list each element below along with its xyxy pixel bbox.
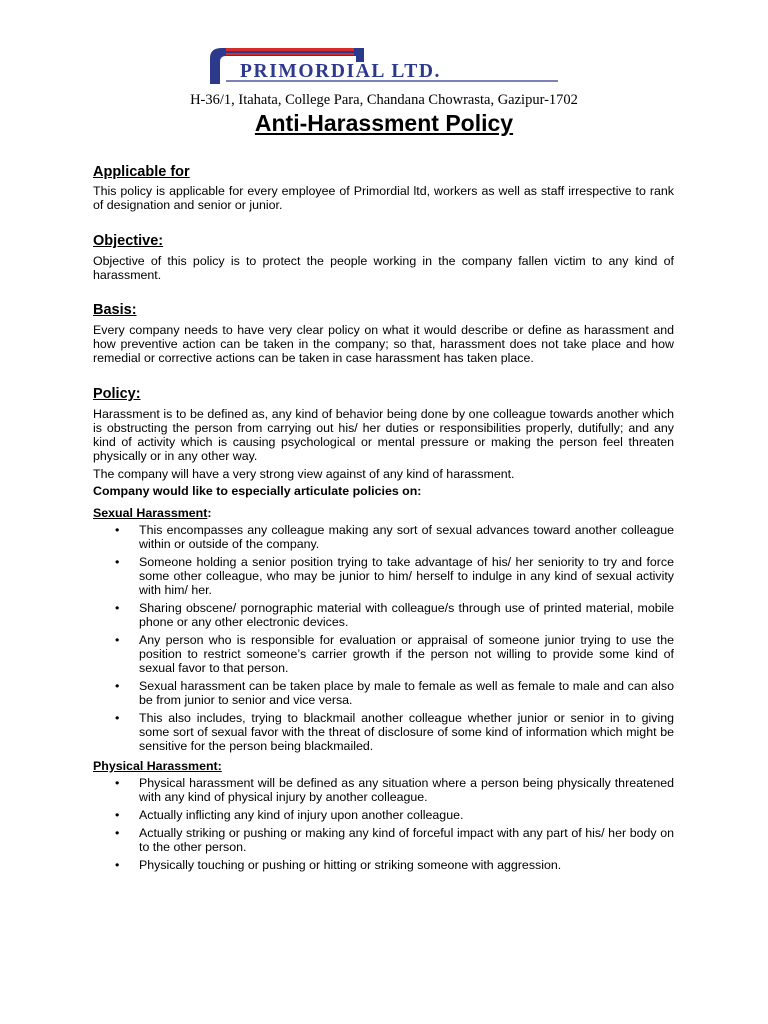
policy-view-text: The company will have a very strong view against of any kind of harassment.	[93, 467, 515, 481]
list-item	[93, 808, 674, 822]
list-item	[93, 711, 674, 753]
physical-harassment-label: Physical Harassment:	[93, 759, 222, 773]
heading-applicable: Applicable for	[93, 164, 190, 180]
list-item	[93, 679, 674, 707]
bullet-icon: •	[115, 679, 120, 693]
bullet-icon: •	[115, 808, 120, 822]
list-item	[93, 523, 674, 551]
list-item-text: Sharing obscene/ pornographic material with colleague/s through use of printed material, mobile phone or any other electronic devices.	[139, 601, 674, 629]
heading-objective: Objective:	[93, 233, 164, 249]
bullet-icon: •	[115, 858, 120, 872]
bullet-icon: •	[115, 601, 120, 615]
sexual-harassment-colon: :	[207, 506, 212, 520]
list-item	[93, 776, 674, 804]
company-address: H-36/1, Itahata, College Para, Chandana Chowrasta, Gazipur-1702	[190, 92, 578, 108]
list-item-text: This also includes, trying to blackmail another colleague whether junior or senior in to giving some sort of sexual favor with the threat of disclosure of some kind of information which might be sensitive for the person being blackmailed.	[139, 711, 674, 753]
heading-policy: Policy:	[93, 386, 141, 402]
bullet-icon: •	[115, 776, 120, 790]
company-name: PRIMORDIAL LTD.	[240, 61, 441, 82]
sexual-harassment-label: Sexual Harassment	[93, 506, 208, 520]
policy-text: Harassment is to be defined as, any kind of behavior being done by one colleague towards another which is obstructing the person from carrying out his/ her duties or responsibilities properly, dutifully; and any kind of activity which is causing psychological or mental pressure or making the person feel threaten physically or in any other way.	[93, 407, 674, 463]
bullet-icon: •	[115, 523, 120, 537]
bullet-icon: •	[115, 555, 120, 569]
list-item	[93, 555, 674, 597]
list-item	[93, 826, 674, 854]
list-item	[93, 858, 674, 872]
bullet-icon: •	[115, 633, 120, 647]
list-item	[93, 601, 674, 629]
company-logo	[206, 44, 566, 86]
list-item-text: Someone holding a senior position trying to take advantage of his/ her seniority to try and force some other colleague, who may be junior to him/ herself to indulge in any kind of sexual activity with him/ her.	[139, 555, 674, 597]
heading-physical-harassment	[93, 759, 222, 773]
list-item-text: Physically touching or pushing or hitting or striking someone with aggression.	[139, 858, 562, 872]
applicable-text: This policy is applicable for every employee of Primordial ltd, workers as well as staff irrespective to rank of designation and senior or junior.	[93, 184, 674, 212]
list-item-text: Actually striking or pushing or making any kind of forceful impact with any part of his/ her body on to the other person.	[139, 826, 674, 854]
page-title: Anti-Harassment Policy	[254, 110, 514, 136]
physical-harassment-list	[93, 776, 674, 876]
list-item	[93, 633, 674, 675]
list-item-text: Any person who is responsible for evaluation or appraisal of someone junior trying to use the position to restrict someone’s carrier growth if the person not willing to provide some kind of sexual favor to that person.	[139, 633, 674, 675]
list-item-text: This encompasses any colleague making any sort of sexual advances toward another colleague within or outside of the company.	[139, 523, 674, 551]
bullet-icon: •	[115, 711, 120, 725]
heading-basis: Basis:	[93, 302, 137, 318]
objective-text: Objective of this policy is to protect the people working in the company fallen victim to any kind of harassment.	[93, 254, 674, 282]
list-item-text: Sexual harassment can be taken place by male to female as well as female to male and can also be from junior to senior and vice versa.	[139, 679, 674, 707]
basis-text: Every company needs to have very clear policy on what it would describe or define as harassment and how preventive action can be taken in the company; so that, harassment does not take place and how remedial or corrective actions can be taken in case harassment has taken place.	[93, 323, 674, 365]
policy-articulate-text: Company would like to especially articulate policies on:	[93, 484, 422, 498]
list-item-text: Physical harassment will be defined as any situation where a person being physically threatened with any kind of physical injury by another colleague.	[139, 776, 674, 804]
bullet-icon: •	[115, 826, 120, 840]
list-item-text: Actually inflicting any kind of injury upon another colleague.	[139, 808, 464, 822]
heading-sexual-harassment	[93, 506, 211, 520]
sexual-harassment-list	[93, 523, 674, 757]
